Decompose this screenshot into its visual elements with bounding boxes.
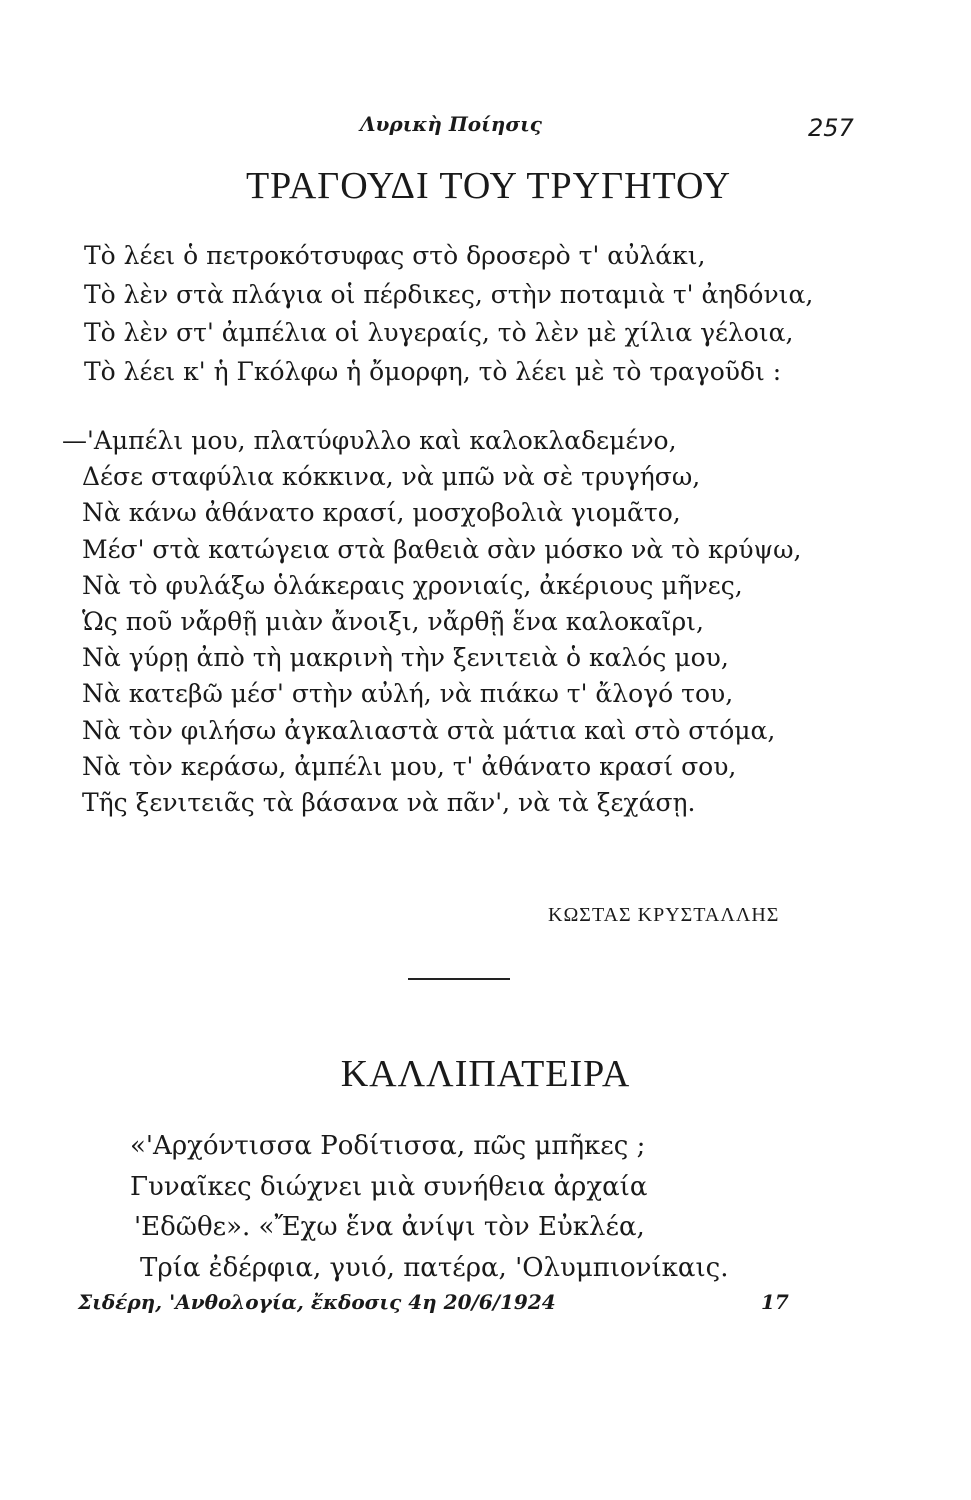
poem-line: Τρία ἐδέρφια, γυιό, πατέρα, 'Ολυμπιονίκαις.	[140, 1252, 729, 1283]
poem-line: Νὰ τὸν κεράσω, ἀμπέλι μου, τ' ἀθάνατο κρασί σου,	[82, 751, 737, 781]
poem-line: Τὸ λὲν στὰ πλάγια οἱ πέρδικες, στὴν ποταμιὰ τ' ἀηδόνια,	[84, 279, 814, 309]
poem-line: «'Αρχόντισσα Ροδίτισσα, πῶς μπῆκες ;	[130, 1131, 646, 1161]
poem2-title: ΚΑΛΛΙΠΑΤΕΙΡΑ	[340, 1053, 631, 1095]
section-divider	[408, 978, 510, 980]
poem-line: —'Αμπέλι μου, πλατύφυλλο καὶ καλοκλαδεμένο,	[62, 426, 677, 455]
poem-line: Μέσ' στὰ κατώγεια στὰ βαθειὰ σὰν μόσκο νὰ τὸ κρύψω,	[82, 534, 802, 564]
poem-line: Τὸ λέει ὁ πετροκότσυφας στὸ δροσερὸ τ' αὐλάκι,	[84, 241, 706, 270]
poem-line: Δέσε σταφύλια κόκκινα, νὰ μπῶ νὰ σὲ τρυγήσω,	[82, 462, 701, 492]
poem-line: Νὰ γύρῃ ἀπὸ τὴ μακρινὴ τὴν ξενιτειὰ ὁ καλός μου,	[82, 643, 729, 673]
footer-source: Σιδέρη, 'Ανθολογία, ἔκδοσις 4η 20/6/1924	[78, 1290, 556, 1314]
poem-line: 'Εδῶθε». «Ἔχω ἕνα ἀνίψι τὸν Εὐκλέα,	[134, 1212, 645, 1242]
poem-line: Τῆς ξενιτειᾶς τὰ βάσανα νὰ πᾶν', νὰ τὰ ξεχάσῃ.	[82, 787, 696, 817]
poem-line: Γυναῖκες διώχνει μιὰ συνήθεια ἀρχαία	[130, 1171, 648, 1202]
running-title: Λυρικὴ Ποίησις	[360, 112, 542, 136]
page-footer	[78, 1290, 798, 1324]
stanza-1	[84, 237, 813, 391]
footer-signature: 17	[761, 1290, 789, 1314]
poem-author: ΚΩΣΤΑΣ ΚΡΥΣΤΑΛΛΗΣ	[548, 904, 780, 926]
poem-line: Τὸ λέει κ' ἡ Γκόλφω ἡ ὄμορφη, τὸ λέει μὲ τὸ τραγοῦδι :	[84, 356, 782, 386]
poem-line: Νὰ τὸ φυλάξω ὁλάκεραις χρονιαίς, ἀκέριους μῆνες,	[82, 570, 743, 600]
poem-line: Νὰ κατεβῶ μέσ' στὴν αὐλή, νὰ πιάκω τ' ἄλογό του,	[82, 679, 734, 709]
running-header	[0, 112, 971, 142]
poem-line: Ὡς ποῦ νἄρθῇ μιὰν ἄνοιξι, νἄρθῇ ἕνα καλοκαῖρι,	[82, 606, 704, 636]
poem-line: Νὰ τὸν φιλήσω ἀγκαλιαστὰ στὰ μάτια καὶ στὸ στόμα,	[82, 715, 776, 745]
page-number: 257	[808, 114, 854, 142]
poem-line: Τὸ λὲν στ' ἀμπέλια οἱ λυγεραίς, τὸ λὲν μὲ χίλια γέλοια,	[84, 318, 794, 347]
stanza-3	[130, 1126, 729, 1288]
poem-title: ΤΡΑΓΟΥΔΙ ΤΟΥ ΤΡΥΓΗΤΟΥ	[245, 165, 732, 207]
stanza-2	[62, 423, 802, 821]
poem-line: Νὰ κάνω ἀθάνατο κρασί, μοσχοβολιὰ γιομᾶτο,	[82, 498, 681, 528]
